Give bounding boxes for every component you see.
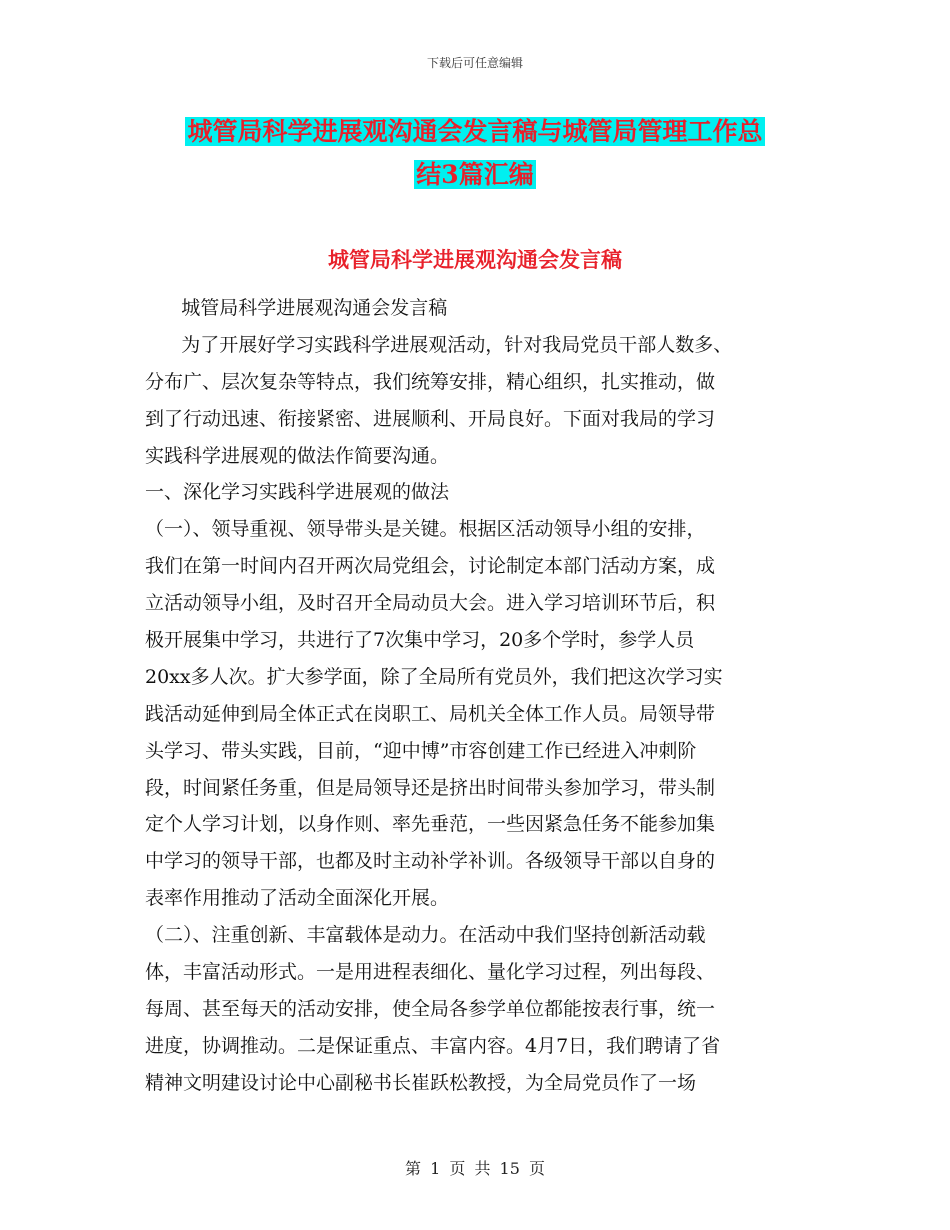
- body-line: 头学习、带头实践，目前，“迎中博”市容创建工作已经进入冲刺阶: [145, 739, 697, 762]
- header-note: 下载后可任意编辑: [426, 56, 523, 70]
- body-line: 段，时间紧任务重，但是局领导还是挤出时间带头参加学习，带头制: [145, 776, 716, 799]
- body-line: （一）、领导重视、领导带头是关键。根据区活动领导小组的安排，: [145, 518, 706, 541]
- body-line: 一、深化学习实践科学进展观的做法: [145, 481, 450, 504]
- body-line: 践活动延伸到局全体正式在岗职工、局机关全体工作人员。局领导带: [145, 702, 716, 725]
- section-title: 城管局科学进展观沟通会发言稿: [328, 247, 622, 272]
- body-line: 立活动领导小组，及时召开全局动员大会。进入学习培训环节后，积: [145, 592, 716, 615]
- body-line: 进度，协调推动。二是保证重点、丰富内容。4月7日，我们聘请了省: [145, 1034, 721, 1057]
- body-line: 体，丰富活动形式。一是用进程表细化、量化学习过程，列出每段、: [145, 961, 716, 984]
- page-footer: 第 1 页 共 15 页: [405, 1159, 545, 1178]
- body-line: 实践科学进展观的做法作简要沟通。: [145, 444, 450, 467]
- body-line: 分布广、层次复杂等特点，我们统筹安排，精心组织，扎实推动，做: [145, 370, 716, 393]
- body-line: 定个人学习计划，以身作则、率先垂范，一些因紧急任务不能参加集: [145, 813, 716, 836]
- body-line: 为了开展好学习实践科学进展观活动，针对我局党员干部人数多、: [145, 333, 733, 356]
- document-title-line-1: [0, 110, 950, 154]
- body-line: 表率作用推动了活动全面深化开展。: [145, 887, 450, 910]
- title-highlight-2: 结3篇汇编: [416, 160, 534, 189]
- body-line: 精神文明建设讨论中心副秘书长崔跃松教授，为全局党员作了一场: [145, 1071, 697, 1094]
- body-line: 极开展集中学习，共进行了7次集中学习，20多个学时，参学人员: [145, 629, 695, 652]
- body-line: 中学习的领导干部，也都及时主动补学补训。各级领导干部以自身的: [145, 850, 716, 873]
- document-title-line-2: [0, 153, 950, 197]
- body-line: 20xx多人次。扩大参学面，除了全局所有党员外，我们把这次学习实: [145, 665, 723, 688]
- title-highlight-1: 城管局科学进展观沟通会发言稿与城管局管理工作总: [187, 117, 763, 146]
- body-line: 每周、甚至每天的活动安排，使全局各参学单位都能按表行事，统一: [145, 997, 716, 1020]
- body-line: 到了行动迅速、衔接紧密、进展顺利、开局良好。下面对我局的学习: [145, 407, 716, 430]
- body-line: （二）、注重创新、丰富载体是动力。在活动中我们坚持创新活动载: [145, 924, 706, 947]
- body-line: 城管局科学进展观沟通会发言稿: [145, 297, 448, 319]
- body-line: 我们在第一时间内召开两次局党组会，讨论制定本部门活动方案，成: [145, 555, 716, 578]
- body-text: [145, 290, 810, 1102]
